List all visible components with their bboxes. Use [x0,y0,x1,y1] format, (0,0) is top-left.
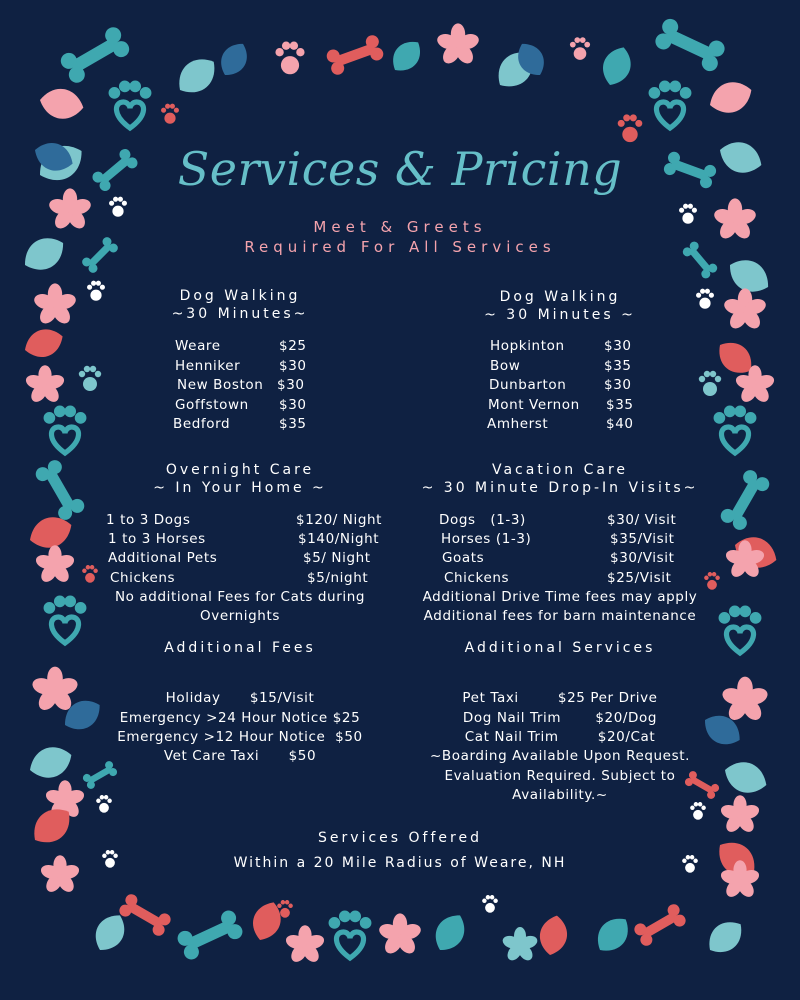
vacation-subheading: ~ 30 Minute Drop-In Visits~ [421,480,699,496]
list-item-label: Chickens [444,570,510,586]
overnight-note-2: Overnights [200,608,280,624]
subtitle-line-1: Meet & Greets [313,218,487,236]
list-item-price: $35 [606,397,634,413]
page-title: Services & Pricing [177,142,623,196]
service-item: Pet Taxi $25 Per Drive [462,690,658,706]
list-item-price: $30/ Visit [607,512,677,528]
fee-item: Vet Care Taxi $50 [163,748,317,764]
list-item-price: $5/night [307,570,369,586]
list-item-price: $35 [279,416,307,432]
service-item: Availability.~ [512,787,608,803]
list-item-price: $25 [279,338,307,354]
list-item-price: $30/Visit [610,550,675,566]
list-item-town: Weare [175,338,221,354]
overnight-note-1: No additional Fees for Cats during [114,589,366,605]
vacation-heading: Vacation Care [491,462,629,478]
list-item-price: $35 [604,358,632,374]
list-item-label: 1 to 3 Horses [108,531,206,547]
list-item-town: Mont Vernon [488,397,580,413]
service-item: ~Boarding Available Upon Request. [429,748,691,764]
dog-walking-right-subheading: ~ 30 Minutes ~ [484,307,636,323]
list-item-label: Additional Pets [108,550,218,566]
list-item-price: $30 [604,377,632,393]
list-item-price: $35/Visit [610,531,675,547]
list-item-price: $30 [604,338,632,354]
vacation-note-1: Additional Drive Time fees may apply [422,589,698,605]
list-item-price: $30 [279,397,307,413]
list-item-town: Bedford [173,416,231,432]
fees-heading: Additional Fees [164,640,316,656]
list-item-price: $40 [606,416,634,432]
service-item: Cat Nail Trim $20/Cat [464,729,656,745]
list-item-town: Goffstown [175,397,249,413]
services-heading: Additional Services [464,640,656,656]
list-item-town: Henniker [175,358,241,374]
list-item-label: Horses (1-3) [441,531,532,547]
dog-walking-left-heading: Dog Walking [179,288,301,304]
subtitle-line-2: Required For All Services [244,238,556,256]
list-item-town: Amherst [487,416,549,432]
list-item-label: Dogs (1-3) [439,512,526,528]
footer-line-2: Within a 20 Mile Radius of Weare, NH [233,855,567,871]
list-item-label: Chickens [110,570,176,586]
overnight-heading: Overnight Care [165,462,315,478]
fee-item: Holiday $15/Visit [165,690,315,706]
fee-item: Emergency >12 Hour Notice $50 [117,729,363,745]
list-item-price: $30 [277,377,305,393]
list-item-town: Bow [490,358,521,374]
list-item-town: Hopkinton [490,338,565,354]
dog-walking-left-subheading: ~30 Minutes~ [171,306,309,322]
footer-line-1: Services Offered [318,830,482,846]
service-item: Dog Nail Trim $20/Dog [462,710,658,726]
list-item-price: $25/Visit [607,570,672,586]
list-item-price: $5/ Night [303,550,371,566]
list-item-label: Goats [442,550,485,566]
list-item-town: New Boston [177,377,264,393]
service-item: Evaluation Required. Subject to [444,768,676,784]
overnight-subheading: ~ In Your Home ~ [153,480,327,496]
vacation-note-2: Additional fees for barn maintenance [423,608,697,624]
list-item-price: $30 [279,358,307,374]
list-item-price: $120/ Night [296,512,383,528]
list-item-price: $140/Night [298,531,380,547]
list-item-label: 1 to 3 Dogs [106,512,191,528]
fee-item: Emergency >24 Hour Notice $25 [119,710,361,726]
dog-walking-right-heading: Dog Walking [499,289,621,305]
list-item-town: Dunbarton [489,377,567,393]
